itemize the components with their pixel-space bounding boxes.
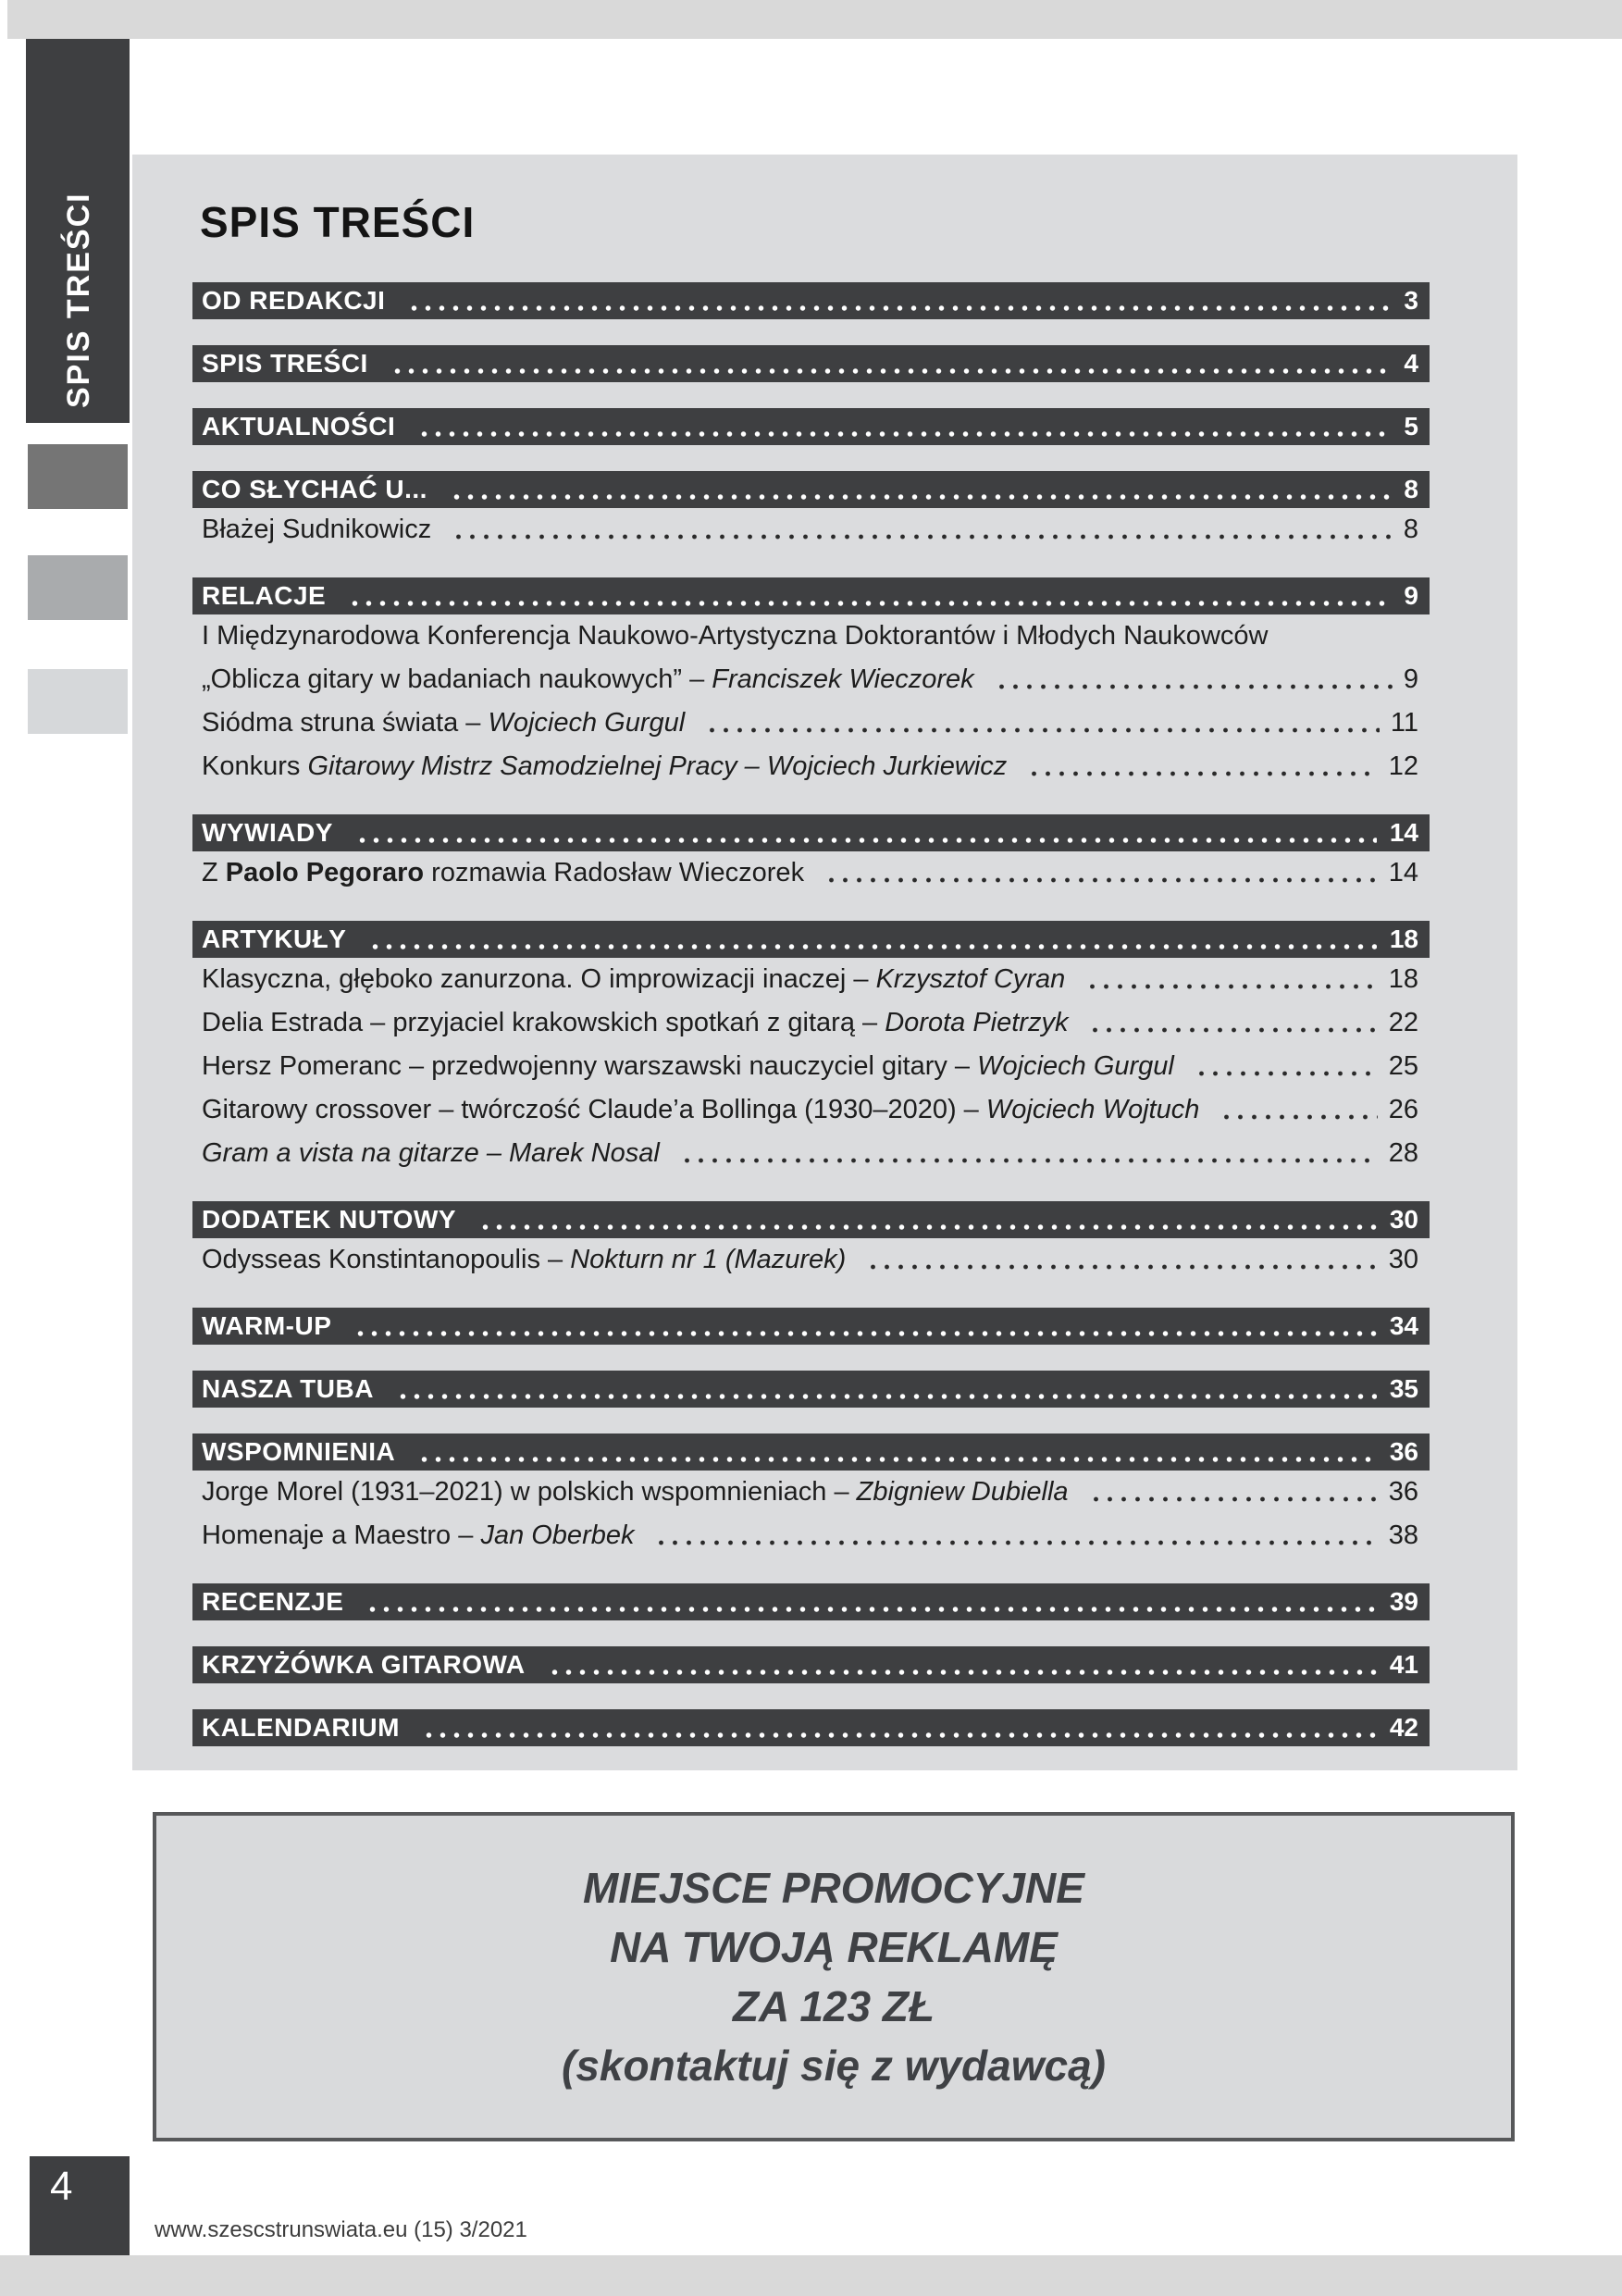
folio-page-number-box: 4 — [30, 2156, 130, 2256]
toc-section-header — [192, 1308, 1430, 1345]
promo-line: (skontaktuj się z wydawcą) — [562, 2042, 1106, 2090]
toc-section-label: DODATEK NUTOWY — [202, 1205, 457, 1234]
page-title: SPIS TREŚCI — [200, 198, 476, 246]
toc-page-number: 5 — [1404, 412, 1418, 441]
toc-section-header — [192, 921, 1430, 958]
toc-page-number: 36 — [1389, 1437, 1418, 1466]
top-gray-strip — [7, 0, 1622, 39]
toc-entry-continuation: I Międzynarodowa Konferencja Naukowo-Artystyczna Doktorantów i Młodych Naukowców — [202, 621, 1269, 651]
toc-entry-row — [192, 701, 1430, 745]
dotted-leader — [452, 508, 1393, 552]
toc-page-number: 30 — [1389, 1205, 1418, 1234]
dotted-leader — [548, 1646, 1377, 1683]
toc-entry-row — [192, 1088, 1430, 1132]
dotted-leader — [995, 658, 1393, 701]
toc-section-header — [192, 1709, 1430, 1746]
promo-line: ZA 123 ZŁ — [732, 1982, 935, 2030]
dotted-leader — [1027, 745, 1377, 788]
toc-section-header — [192, 1201, 1430, 1238]
toc-section-header — [192, 345, 1430, 382]
dotted-leader — [417, 1433, 1377, 1471]
dotted-leader — [368, 921, 1376, 958]
toc-page-number: 25 — [1388, 1051, 1418, 1081]
dotted-leader — [866, 1238, 1377, 1282]
toc-entry-text: Konkurs Gitarowy Mistrz Samodzielnej Pracy – Wojciech Jurkiewicz — [202, 751, 1008, 781]
toc-section-label: WARM-UP — [202, 1311, 332, 1340]
toc-section-label: AKTUALNOŚCI — [202, 412, 396, 441]
toc-section-header — [192, 814, 1430, 851]
toc-page-number: 34 — [1389, 1311, 1418, 1340]
sidebar-vertical-label: SPIS TREŚCI — [61, 192, 96, 408]
toc-page-number: 26 — [1388, 1095, 1418, 1124]
toc-entry-row — [192, 1045, 1430, 1088]
dotted-leader — [1085, 958, 1377, 1001]
toc-page-number: 8 — [1403, 515, 1418, 544]
footer-url: www.szescstrunswiata.eu (15) 3/2021 — [155, 2217, 527, 2242]
dotted-leader — [390, 345, 1392, 382]
dotted-leader — [654, 1514, 1377, 1558]
toc-section-label: SPIS TREŚCI — [202, 349, 368, 378]
toc-section-label: KRZYŻÓWKA GITAROWA — [202, 1650, 526, 1679]
dotted-leader — [824, 851, 1378, 895]
toc-page-number: 30 — [1388, 1245, 1418, 1274]
toc-entry-text: Jorge Morel (1931–2021) w polskich wspomnieniach – Zbigniew Dubiella — [202, 1477, 1069, 1507]
toc-section-header — [192, 1371, 1430, 1408]
promo-line: MIEJSCE PROMOCYJNE — [583, 1864, 1084, 1912]
dotted-leader — [705, 701, 1380, 745]
dotted-leader — [365, 1583, 1376, 1620]
sidebar-square-mid — [28, 555, 128, 620]
toc-page-number: 9 — [1403, 664, 1418, 694]
toc-entry-row — [192, 958, 1430, 1001]
toc-list — [192, 282, 1430, 1746]
toc-page-number: 3 — [1404, 286, 1418, 315]
toc-entry-text: Klasyczna, głęboko zanurzona. O improwizacji inaczej – Krzysztof Cyran — [202, 964, 1066, 994]
dotted-leader — [478, 1201, 1377, 1238]
dotted-leader — [407, 282, 1391, 319]
promo-line: NA TWOJĄ REKLAMĘ — [610, 1923, 1058, 1971]
toc-entry-row — [192, 1238, 1430, 1282]
toc-entry-text: Delia Estrada – przyjaciel krakowskich spotkań z gitarą – Dorota Pietrzyk — [202, 1008, 1069, 1037]
toc-entry-text: Hersz Pomeranc – przedwojenny warszawski nauczyciel gitary – Wojciech Gurgul — [202, 1051, 1174, 1081]
toc-page-number: 38 — [1388, 1520, 1418, 1550]
dotted-leader — [1089, 1471, 1378, 1514]
toc-section-label: RELACJE — [202, 581, 327, 610]
toc-section-label: WYWIADY — [202, 818, 333, 847]
toc-section-header — [192, 1583, 1430, 1620]
toc-section-label: ARTYKUŁY — [202, 925, 347, 953]
toc-page-number: 11 — [1390, 708, 1418, 738]
dotted-leader — [1195, 1045, 1378, 1088]
toc-page-number: 4 — [1404, 349, 1418, 378]
toc-page-number: 18 — [1388, 964, 1418, 994]
dotted-leader — [348, 577, 1391, 614]
toc-entry-row — [192, 1514, 1430, 1558]
toc-section-header — [192, 408, 1430, 445]
toc-section-label: WSPOMNIENIA — [202, 1437, 396, 1466]
toc-entry-text: Błażej Sudnikowicz — [202, 515, 432, 544]
toc-entry-text: Z Paolo Pegoraro rozmawia Radosław Wieczorek — [202, 858, 805, 887]
toc-page-number: 28 — [1388, 1138, 1418, 1168]
toc-page-number: 18 — [1389, 925, 1418, 953]
toc-panel — [132, 155, 1517, 1770]
toc-page-number: 9 — [1404, 581, 1418, 610]
toc-page-number: 14 — [1389, 818, 1418, 847]
toc-section-header — [192, 1433, 1430, 1471]
dotted-leader — [417, 408, 1391, 445]
dotted-leader — [396, 1371, 1377, 1408]
toc-section-label: OD REDAKCJI — [202, 286, 386, 315]
toc-section-label: KALENDARIUM — [202, 1713, 400, 1742]
toc-page-number: 8 — [1404, 475, 1418, 503]
bottom-gray-strip — [0, 2255, 1622, 2296]
toc-entry-text: Odysseas Konstintanopoulis – Nokturn nr 1 (Mazurek) — [202, 1245, 847, 1274]
toc-entry-row — [192, 851, 1430, 895]
toc-entry-row — [192, 1001, 1430, 1045]
dotted-leader — [450, 471, 1391, 508]
dotted-leader — [422, 1709, 1377, 1746]
toc-page-number: 22 — [1388, 1008, 1418, 1037]
toc-entry-text: Siódma struna świata – Wojciech Gurgul — [202, 708, 686, 738]
toc-entry-row — [192, 658, 1430, 701]
toc-section-label: NASZA TUBA — [202, 1374, 374, 1403]
toc-section-label: RECENZJE — [202, 1587, 344, 1616]
toc-entry-text: Homenaje a Maestro – Jan Oberbek — [202, 1520, 635, 1550]
toc-page-number: 41 — [1389, 1650, 1418, 1679]
toc-page-number: 39 — [1389, 1587, 1418, 1616]
sidebar-section-tab — [26, 39, 130, 423]
toc-entry-row — [192, 508, 1430, 552]
toc-entry-row — [192, 1471, 1430, 1514]
dotted-leader — [680, 1132, 1378, 1175]
promo-box — [153, 1812, 1515, 2141]
toc-page-number: 12 — [1388, 751, 1418, 781]
toc-entry-text: Gram a vista na gitarze – Marek Nosal — [202, 1138, 660, 1168]
toc-page-number: 35 — [1389, 1374, 1418, 1403]
toc-section-header — [192, 471, 1430, 508]
dotted-leader — [355, 814, 1377, 851]
dotted-leader — [1088, 1001, 1377, 1045]
toc-entry-text: „Oblicza gitary w badaniach naukowych” – Franciszek Wieczorek — [202, 664, 974, 694]
dotted-leader — [353, 1308, 1376, 1345]
toc-section-header — [192, 282, 1430, 319]
toc-section-header — [192, 577, 1430, 614]
toc-entry-row — [192, 1132, 1430, 1175]
toc-page-number: 14 — [1388, 858, 1418, 887]
toc-entry-text: Gitarowy crossover – twórczość Claude’a Bollinga (1930–2020) – Wojciech Wojtuch — [202, 1095, 1200, 1124]
toc-page-number: 42 — [1389, 1713, 1418, 1742]
toc-entry-row — [192, 745, 1430, 788]
toc-section-label: CO SŁYCHAĆ U... — [202, 475, 427, 503]
toc-page-number: 36 — [1388, 1477, 1418, 1507]
sidebar-square-dark — [28, 444, 128, 509]
sidebar-square-light — [28, 669, 128, 734]
toc-section-header — [192, 1646, 1430, 1683]
dotted-leader — [1220, 1088, 1377, 1132]
